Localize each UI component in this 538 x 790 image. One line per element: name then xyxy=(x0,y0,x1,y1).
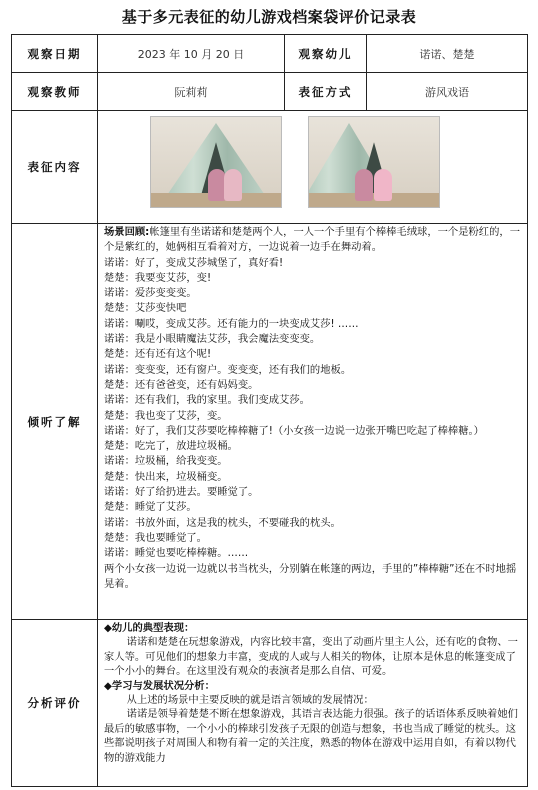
row-teacher-method xyxy=(12,73,528,111)
dialogue-text xyxy=(98,224,527,592)
dialogue-line: 楚楚：我也要睡觉了。 xyxy=(104,531,207,544)
dialogue-line: 诺诺：还有我们，我的家里。我们变成艾莎。 xyxy=(104,394,310,407)
typical-performance-heading: ◆幼儿的典型表现： xyxy=(104,622,195,634)
row-date-child xyxy=(12,35,528,73)
photo-cell xyxy=(98,111,528,224)
listening-cell xyxy=(98,224,528,620)
typical-performance-text: 诺诺和楚楚在玩想象游戏，内容比较丰富，变出了动画片里主人公，还有吃的食物、一家人等。可见他们的想象力丰富，变成的人或与人相关的物体，让原本是休息的帐篷变成了一个小小的舞台。在这里没有观众的表演者是那么自信、可爱。 xyxy=(104,636,518,678)
analysis-cell xyxy=(98,620,528,787)
teacher-label: 观察教师 xyxy=(12,73,98,111)
row-analysis xyxy=(12,620,528,787)
dialogue-line: 诺诺：我是小眼睛魔法艾莎，我会魔法变变变。 xyxy=(104,333,321,346)
page-title: 基于多元表征的幼儿游戏档案袋评价记录表 xyxy=(121,8,417,26)
dialogue-line: 楚楚：还有还有这个呢! xyxy=(104,348,212,361)
listening-label: 倾听了解 xyxy=(12,224,98,620)
dialogue-line: 诺诺：唰哎，变成艾莎。还有能力的一块变成艾莎! …… xyxy=(104,317,359,330)
dialogue-line: 楚楚：我要变艾莎，变! xyxy=(104,271,212,284)
dialogue-line: 楚楚：睡觉了艾莎。 xyxy=(104,501,197,514)
dialogue-line: 两个小女孩一边说一边就以书当枕头，分别躺在帐篷的两边，手里的”棒棒糖”还在不时地摇晃着。 xyxy=(104,562,517,590)
dialogue-line: 楚楚：还有爸爸变，还有妈妈变。 xyxy=(104,378,259,391)
child-label: 观察幼儿 xyxy=(285,35,367,73)
row-representation xyxy=(12,111,528,224)
analysis-label: 分析评价 xyxy=(12,620,98,787)
date-value: 2023 年 10 月 20 日 xyxy=(98,35,285,73)
teacher-value: 阮莉莉 xyxy=(98,73,285,111)
development-analysis-intro: 从上述的场景中主要反映的就是语言领域的发展情况： xyxy=(126,694,374,707)
date-label: 观察日期 xyxy=(12,35,98,73)
record-table xyxy=(11,34,528,787)
scene-title: 场景回顾: xyxy=(104,226,150,238)
method-value: 游风戏语 xyxy=(367,73,528,111)
dialogue-line: 楚楚：吃完了，放进垃圾桶。 xyxy=(104,440,238,453)
representation-label: 表征内容 xyxy=(12,111,98,224)
dialogue-line: 诺诺：爱莎变变变。 xyxy=(104,287,197,300)
scene-review xyxy=(104,225,523,256)
dialogue-line: 诺诺：好了，变成艾莎城堡了，真好看! xyxy=(104,256,284,269)
dialogue-line: 诺诺：睡觉也要吃棒棒糖。…… xyxy=(104,547,249,560)
dialogue-line: 诺诺：变变变，还有窗户。变变变，还有我们的地板。 xyxy=(104,363,352,376)
dialogue-line: 诺诺：书放外面，这是我的枕头，不要碰我的枕头。 xyxy=(104,516,341,529)
dialogue-line: 楚楚：艾莎变快吧 xyxy=(104,302,187,315)
scene-text: 帐篷里有坐诺诺和楚楚两个人，一人一个手里有个棒棒毛绒球，一个是粉红的，一个是紫红的，她俩相互看着对方，一边说着一边手在舞动着。 xyxy=(104,226,520,254)
dialogue-line: 诺诺：垃圾桶，给我变变。 xyxy=(104,455,228,468)
child-value: 诺诺、楚楚 xyxy=(367,35,528,73)
development-analysis-heading: ◆学习与发展状况分析： xyxy=(104,679,215,692)
analysis-text xyxy=(98,620,527,765)
dialogue-line: 诺诺：好了给扔进去。要睡觉了。 xyxy=(104,486,259,499)
row-listening xyxy=(12,224,528,620)
method-label: 表征方式 xyxy=(285,73,367,111)
tent-photo-2 xyxy=(308,116,440,208)
tent-photo-1 xyxy=(150,116,282,208)
dialogue-line: 楚楚：我也变了艾莎，变。 xyxy=(104,409,228,422)
dialogue-line: 楚楚：快出来，垃圾桶变。 xyxy=(104,470,228,483)
dialogue-line: 诺诺：好了，我们艾莎要吃棒棒糖了!（小女孩一边说一边张开嘴巴吃起了棒棒糖。） xyxy=(104,424,484,437)
development-analysis-text: 诺诺是领导着楚楚不断在想象游戏，其语言表达能力很强。孩子的话语体系反映着她们最后的敏感事物，一个小小的棒球引发孩子无限的创造与想象，书也当成了睡觉的枕头。这些都说明孩子对周围人和物有着一定的关注度，熟悉的物体在游戏中运用自如，有着以物代物的游戏能力 xyxy=(104,708,518,764)
